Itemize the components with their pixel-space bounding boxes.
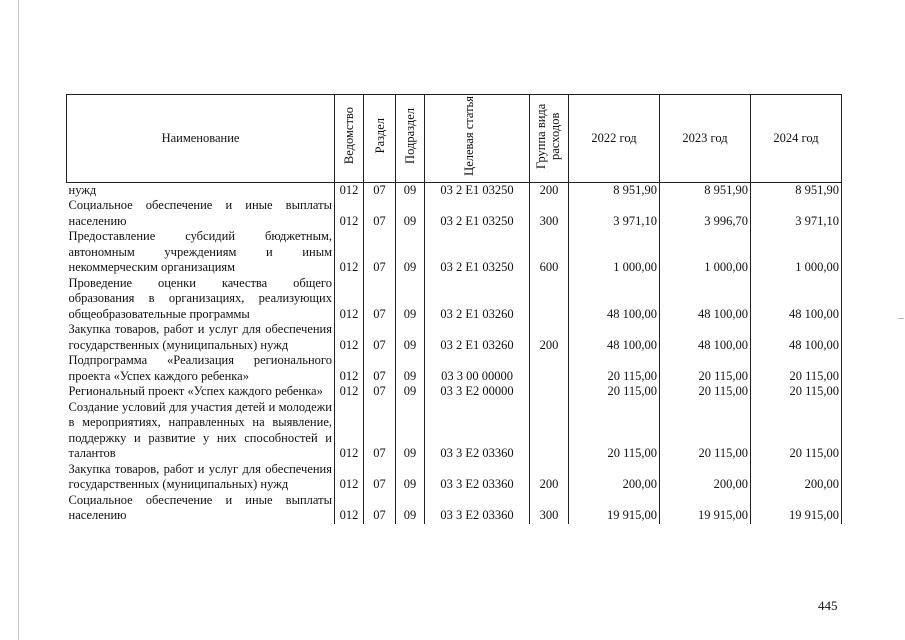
row-razdel: 07 xyxy=(364,198,396,229)
table-row xyxy=(67,322,842,353)
row-amount-2024: 20 115,00 xyxy=(751,384,842,400)
row-name: Создание условий для участия детей и молодежи в мероприятиях, направленных на выявление, поддержку и развитие у них способностей и талантов xyxy=(68,399,332,460)
table-row xyxy=(67,353,842,384)
row-vedomstvo: 012 xyxy=(335,198,364,229)
row-name: Проведение оценки качества общего образования в организациях, реализующих общеобразовательные программы xyxy=(68,275,332,321)
row-name: нужд xyxy=(68,182,97,197)
row-amount-2023: 3 996,70 xyxy=(660,198,751,229)
row-razdel: 07 xyxy=(364,462,396,493)
row-razdel: 07 xyxy=(364,353,396,384)
row-name: Закупка товаров, работ и услуг для обеспечения государственных (муниципальных) нужд xyxy=(68,461,332,491)
table-row xyxy=(67,229,842,276)
table-row xyxy=(67,198,842,229)
row-name: Социальное обеспечение и иные выплаты населению xyxy=(68,492,332,522)
row-celevaya-statya: 03 3 00 00000 xyxy=(425,353,530,384)
row-amount-2023: 48 100,00 xyxy=(660,322,751,353)
row-gruppa xyxy=(530,276,569,323)
header-gruppa-vida-rashodov: Группа вида расходов xyxy=(530,95,569,183)
header-name: Наименование xyxy=(67,95,335,183)
row-vedomstvo: 012 xyxy=(335,353,364,384)
row-podrazdel: 09 xyxy=(396,353,425,384)
row-amount-2024: 8 951,90 xyxy=(751,182,842,198)
row-razdel: 07 xyxy=(364,493,396,524)
header-razdel: Раздел xyxy=(364,95,396,183)
row-amount-2024: 48 100,00 xyxy=(751,322,842,353)
row-razdel: 07 xyxy=(364,400,396,462)
row-amount-2022: 20 115,00 xyxy=(569,400,660,462)
row-amount-2023: 8 951,90 xyxy=(660,182,751,198)
row-razdel: 07 xyxy=(364,384,396,400)
row-amount-2022: 200,00 xyxy=(569,462,660,493)
header-2023: 2023 год xyxy=(660,95,751,183)
row-amount-2023: 19 915,00 xyxy=(660,493,751,524)
row-podrazdel: 09 xyxy=(396,198,425,229)
row-gruppa: 300 xyxy=(530,493,569,524)
row-celevaya-statya: 03 2 Е1 03250 xyxy=(425,198,530,229)
scan-margin-line xyxy=(18,0,19,640)
row-amount-2022: 8 951,90 xyxy=(569,182,660,198)
row-gruppa xyxy=(530,400,569,462)
row-amount-2022: 20 115,00 xyxy=(569,384,660,400)
row-vedomstvo: 012 xyxy=(335,384,364,400)
row-amount-2024: 48 100,00 xyxy=(751,276,842,323)
row-podrazdel: 09 xyxy=(396,493,425,524)
row-razdel: 07 xyxy=(364,276,396,323)
row-amount-2023: 20 115,00 xyxy=(660,353,751,384)
row-amount-2023: 20 115,00 xyxy=(660,384,751,400)
row-name: Региональный проект «Успех каждого ребенка» xyxy=(68,384,323,398)
row-celevaya-statya: 03 2 Е1 03260 xyxy=(425,322,530,353)
row-podrazdel: 09 xyxy=(396,384,425,400)
header-2024: 2024 год xyxy=(751,95,842,183)
row-amount-2022: 1 000,00 xyxy=(569,229,660,276)
table-row xyxy=(67,276,842,323)
row-razdel: 07 xyxy=(364,322,396,353)
row-vedomstvo: 012 xyxy=(335,182,364,198)
row-podrazdel: 09 xyxy=(396,182,425,198)
scan-mark xyxy=(898,318,904,319)
row-razdel: 07 xyxy=(364,182,396,198)
row-gruppa: 200 xyxy=(530,182,569,198)
table-header-row xyxy=(67,95,842,183)
row-amount-2024: 3 971,10 xyxy=(751,198,842,229)
row-celevaya-statya: 03 2 Е1 03250 xyxy=(425,182,530,198)
row-amount-2023: 48 100,00 xyxy=(660,276,751,323)
row-amount-2022: 3 971,10 xyxy=(569,198,660,229)
row-razdel: 07 xyxy=(364,229,396,276)
row-vedomstvo: 012 xyxy=(335,493,364,524)
table-row xyxy=(67,384,842,400)
row-amount-2022: 48 100,00 xyxy=(569,322,660,353)
row-podrazdel: 09 xyxy=(396,462,425,493)
row-amount-2024: 20 115,00 xyxy=(751,400,842,462)
table-row xyxy=(67,400,842,462)
table-row xyxy=(67,462,842,493)
row-name: Социальное обеспечение и иные выплаты населению xyxy=(68,198,332,228)
row-amount-2022: 19 915,00 xyxy=(569,493,660,524)
row-gruppa: 200 xyxy=(530,462,569,493)
row-name: Предоставление субсидий бюджетным, автономным учреждениям и иным некоммерческим организациям xyxy=(68,229,332,274)
row-amount-2024: 20 115,00 xyxy=(751,353,842,384)
row-name: Закупка товаров, работ и услуг для обеспечения государственных (муниципальных) нужд xyxy=(68,322,332,352)
table-row xyxy=(67,493,842,524)
row-amount-2023: 1 000,00 xyxy=(660,229,751,276)
header-vedomstvo: Ведомство xyxy=(335,95,364,183)
row-gruppa: 300 xyxy=(530,198,569,229)
header-celevaya-statya: Целевая статья xyxy=(425,95,530,183)
row-celevaya-statya: 03 3 Е2 03360 xyxy=(425,400,530,462)
budget-table xyxy=(66,94,842,524)
page-number: 445 xyxy=(818,598,838,613)
row-amount-2024: 1 000,00 xyxy=(751,229,842,276)
row-gruppa: 600 xyxy=(530,229,569,276)
row-vedomstvo: 012 xyxy=(335,229,364,276)
row-vedomstvo: 012 xyxy=(335,400,364,462)
row-celevaya-statya: 03 2 Е1 03260 xyxy=(425,276,530,323)
row-celevaya-statya: 03 3 Е2 03360 xyxy=(425,493,530,524)
row-amount-2024: 200,00 xyxy=(751,462,842,493)
row-amount-2023: 200,00 xyxy=(660,462,751,493)
row-gruppa xyxy=(530,384,569,400)
row-vedomstvo: 012 xyxy=(335,322,364,353)
row-celevaya-statya: 03 3 Е2 03360 xyxy=(425,462,530,493)
table-row xyxy=(67,182,842,198)
header-podrazdel: Подраздел xyxy=(396,95,425,183)
row-amount-2022: 20 115,00 xyxy=(569,353,660,384)
row-amount-2024: 19 915,00 xyxy=(751,493,842,524)
row-name: Подпрограмма «Реализация регионального проекта «Успех каждого ребенка» xyxy=(68,353,332,383)
header-2022: 2022 год xyxy=(569,95,660,183)
row-podrazdel: 09 xyxy=(396,400,425,462)
row-vedomstvo: 012 xyxy=(335,276,364,323)
row-podrazdel: 09 xyxy=(396,276,425,323)
row-celevaya-statya: 03 2 Е1 03250 xyxy=(425,229,530,276)
row-podrazdel: 09 xyxy=(396,322,425,353)
row-podrazdel: 09 xyxy=(396,229,425,276)
row-amount-2022: 48 100,00 xyxy=(569,276,660,323)
row-celevaya-statya: 03 3 Е2 00000 xyxy=(425,384,530,400)
row-gruppa: 200 xyxy=(530,322,569,353)
row-vedomstvo: 012 xyxy=(335,462,364,493)
row-amount-2023: 20 115,00 xyxy=(660,400,751,462)
row-gruppa xyxy=(530,353,569,384)
